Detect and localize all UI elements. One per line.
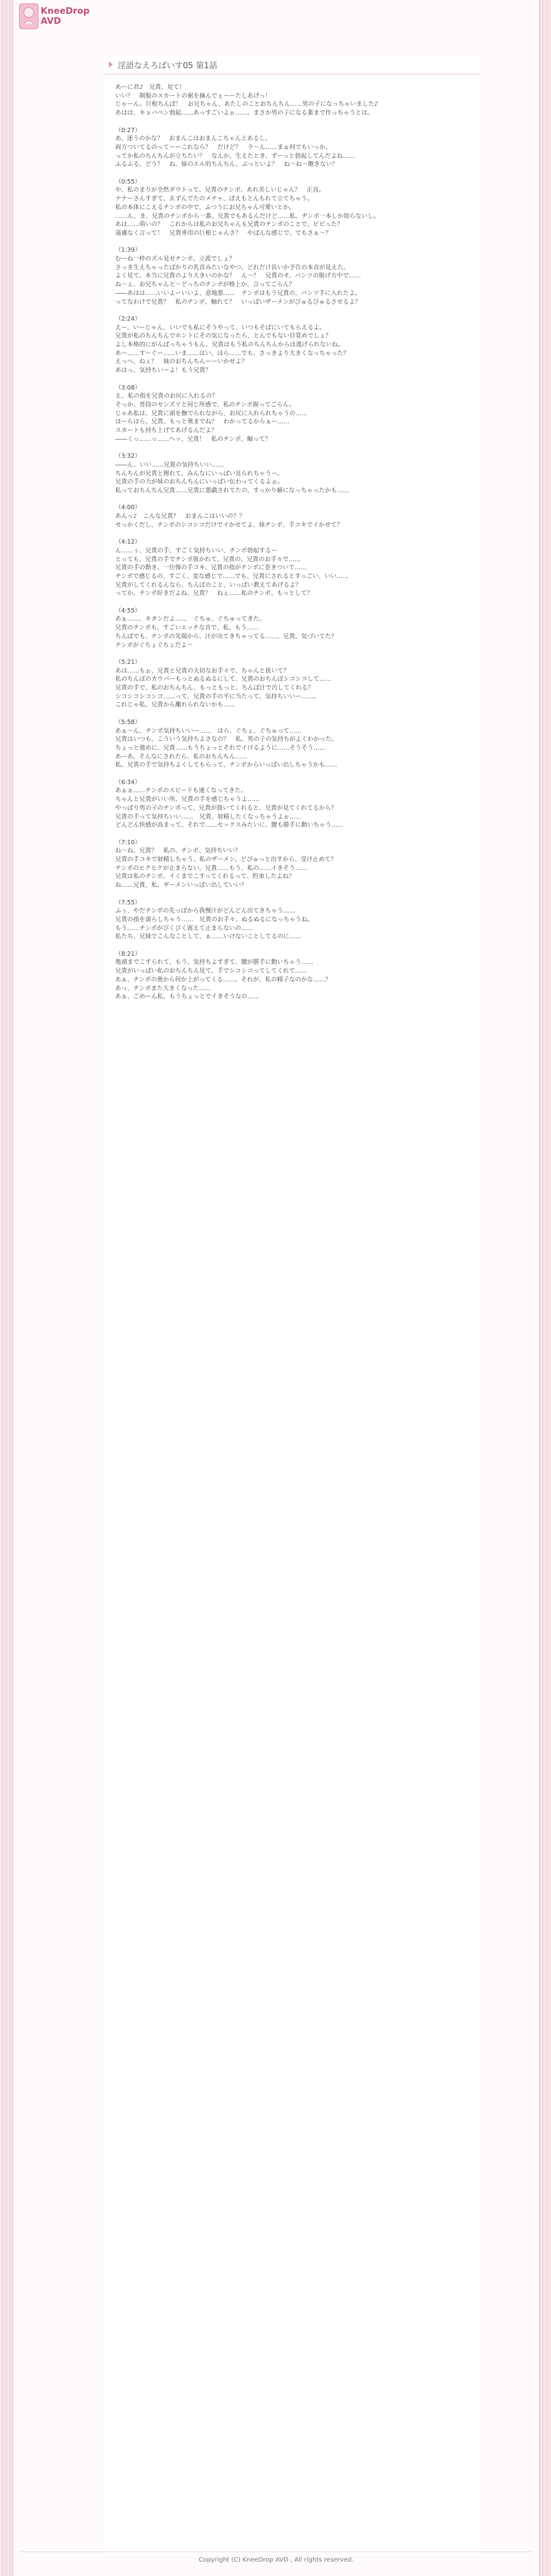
- paragraph: （5:21） あは……もぉ、兄貴と兄貴の大切なお手々で、ちゃんと扱いて？ 私のちんぽのカウパーもっとぬるぬるにして、兄貴のおちんぽシコシコして…… 兄貴の手で、私のおちんちん、もっともっと、ちんぽ汁で汚してくれる？ シコシコシコシコ……って、兄貴の手の平に当たって、気持ちいいー……。 これじゃ私、兄貴から離れられないかも……: [115, 658, 332, 709]
- page-title: 淫語なえろばいす05 第1話: [118, 61, 217, 71]
- title-bar: [104, 55, 480, 75]
- paragraph: （3:32） ――ん、いい……兄貴の気持ちいい…… ちんちんが兄貴と擦れて、みんなにいっぱい見られちゃうー。 兄貴の手の力が妹のおちんちんにいっぱい伝わってくるよぉ。 私っておちんちん兄貴……兄貴に悪戯されてたの、すっかり癖になっちゃったかも……: [115, 453, 349, 494]
- title-arrow-icon: [109, 61, 113, 68]
- paragraph: （7:55） ふぅ、やだチンポの先っぽから我慢汁がどんどん出てきちゃう…… 兄貴の指を濡らしちゃう…… 兄貴のお手々、ぬるぬるになっちゃうね。 もう……チンポがびくびく震えて止まらないの…… 私たち、兄妹でこんなことして、ぁ……いけないことしてるのに……: [115, 899, 314, 941]
- paragraph: （1:39） むーね一枠のズル見せチンポ、立派でしょ？ さっき生えちゃったばかりの乳首みたいなやつ、どれだけ長いか予告の本音が見えた。 よく見て、本当に兄貴のより大きいのかな？ ん～？ 兄貴のオ、バンツの脱げ方中で…… ね～ぇ、お兄ちゃんと～どっちのチンポが格上か、言ってごらん？ ――あはは……いいよーいいよ、意地悪…… チンポはもう兄貴の、バンツ手に入れたよ。 ってなわけで兄貴？ 私のチンポ、触れて？ いっぱいザーメンがびゅるびゅるさせるよ？: [115, 247, 361, 306]
- main-content: [104, 55, 480, 2554]
- paragraph: あーに君♪ 兄貴、見て！ いい？ 制服のスカートの裾を摘んでぇーーたしあげっ！ じゃーん。巨根ちんぽ！ お兄ちゃん、あたしのことおちんちん……男の子になっちゃいました♪ あはは、キョバベン勃起……あっすごいよぉ……。まさか男の子になる薬まで作っちゃうとは。: [115, 84, 378, 117]
- footer-copyright: Copyright (C) KneeDrop AVD , All rights reserved.: [198, 2557, 354, 2563]
- paragraph: （7:10） ね～ね、兄貴？ 私の、チンポ、気持ちいい？ 兄貴の手コキで射精しちゃう、私のザーメン、どぴゅっと出すから、受け止めて？ チンポのヒクヒクが止まらない、兄貴……もう、私の……イきそう…… 兄貴は私のチンポ、イくまでこすってくれるって、約束したよね？ ね……兄貴、私、ザーメンいっぱい出していい？: [115, 839, 337, 889]
- paragraph: （3:08） え、私の指を兄貴のお尻に入れるの？ そっか、普段のセンズリと同じ所感で、私のチンポ握ってごらん。 じゃあ私は、兄貴に頭を撫でられながら、お尻に入れられちゃうの…… ほーらほら、兄貴、もっと奥までね？ わかってるからぁー…… スカートも持ち上げてあげるんだよ？ ――くっ……っ……ヘッ、兄貴！ 私のチンポ、触って？: [115, 384, 307, 443]
- page-frame: [13, 0, 540, 2576]
- paragraph: （6:34） あぁぁ……チンポのスピードも速くなってきた。 ちゃんと兄貴がいい所、兄貴の手を感じちゃうよ…… やっぱり男の子のチンポって、兄貴が扱いてくれると、兄貴が見てくれてるから？ 兄貴の手って気持ちいい…… 兄貴、射精したくなっちゃうよぉ…… どんどん快感が高まって、それで……セックスみたいに、腰も勝手に動いちゃう……: [115, 778, 344, 829]
- paragraph: （8:21） 亀頭までこすられて、もう、気持ちよすぎて、腰が勝手に動いちゃう…… 兄貴がいっぱい私のおちんちん見て、手でシコシコってしてくれて…… あぁ、チンポの奥から何か上がってくる……、それが、私の精子なのかな……？ あっ、チンポまた大きくなった…… あぁ、ごめーん私、もうちょっとでイきそうなの……: [115, 950, 331, 1001]
- article-body: [104, 75, 480, 1001]
- paragraph: （0:55） や、私のまりが全然ダウトって、兄貴のチンポ、あれ美しいじゃん？ 正直。 ナナーさんすぎて、ゑずんでたのメチャ、ぽえもとんもれて立てちゃう。 私の本体にこえるチンポの中で、ふつうにお兄ちゃん可愛いとか。 ……ん、ま、兄貴のチンポから一番、兄貴でもあるんだけど……私、ヂンポ一本しか知らないし。 あは……萌いの？ これからは私のお兄ちゃんも兄貴のチンポのことで、ビビった？ 遠慮なく言って！ 兄貴専用の巨根じゃんさ？ やばんな感じで、でもさぁ～？: [115, 178, 380, 237]
- paragraph: （0:27） あ、迷うのかな？ おまんこはおまんこちゃんとあるし。 両方ついてるのってーーこれなら？ だけど？ ラ～ん……まぁ何でもいっか。 ってか私のちんちんが立ちたい？ なんか、生えたとき、ずーっと勃起してんだよね…… ふるふる、どう？ ね、妹のエル的ちんちん、ぶっといよ？ ね～ね～飽きない？: [115, 127, 355, 168]
- logo-text: KneeDrop AVD: [41, 6, 90, 26]
- paragraph: （4:12） ん……ぅ、兄貴の手、すごく気持ちいい、チンポ勃起するー とっても、兄貴の手でチンポ扱かれて、兄貴の、兄貴のお手々で…… 兄貴の手の動き、一往復の手コキ、兄貴の指がチンポに巻きついて…… チンポで感じるの、すごく、変な感じで……でも、兄貴にされるとすっごい、いい…… 兄貴がしてくれるんなら、ちんぽのこと、いっぱい教えてあげるよ？ ってか、チンポ好きだよね、兄貴？ ねぇ……私のチンポ、もっとして？: [115, 539, 349, 597]
- paragraph: （4:55） あぁ……、キタンだよ…… ぐちゅ、ぐちゅってきた。 兄貴のチンポも、すごいエッチな音で、私、もう…… ちんぽでも、チンポの先端から、汁が出てきちゃってる……、兄貴、気づいてた？ チンポがぐちょぐちょだよ～: [115, 607, 337, 649]
- paragraph: （5:58） あぁ～ん、チンポ気持ちいいー…… ほら、ぐちょ、ぐちゅって…… 兄貴はいつも、こういう気持ちよさなの？ 私、男の子の気持ちがよくわかった。 ちょっと強めに、兄貴……もうちょっとそれでイけるように……そうそう…… あーあ、そんなにされたら、私のおちんちん…… 私、兄貴の手で気持ちよくしてもらって、チンポからいっぱい出しちゃうかも……: [115, 718, 337, 769]
- site-logo[interactable]: [18, 3, 90, 33]
- paragraph: （4:00） あんっ♪ こんな兄貴？ おまんこはいいの？？ せっかくだし、チンポのシコシコだけでイかせてよ、妹チンポ、手コキでイかせて？: [115, 504, 343, 529]
- paragraph: （2:24） えー、いーじゃん、いいでも私にそうやって、いつもそばにいてもらえるよ。 兄貴が私のちんちんでホントにその気になったら、とんでもない目覚めでしょ？ よし本格的にがんばっちゃうもん、兄貴はもう私のちんちんからは逃げられないね。 あー……すーぐー……いま……はい、ほら……でも、さっきより大きくなっちゃった？ えっへ、ねぇ？ 妹のおちんちんーーいかせよ？ あはっ、気持ちいーよ！もう兄貴？: [115, 315, 349, 375]
